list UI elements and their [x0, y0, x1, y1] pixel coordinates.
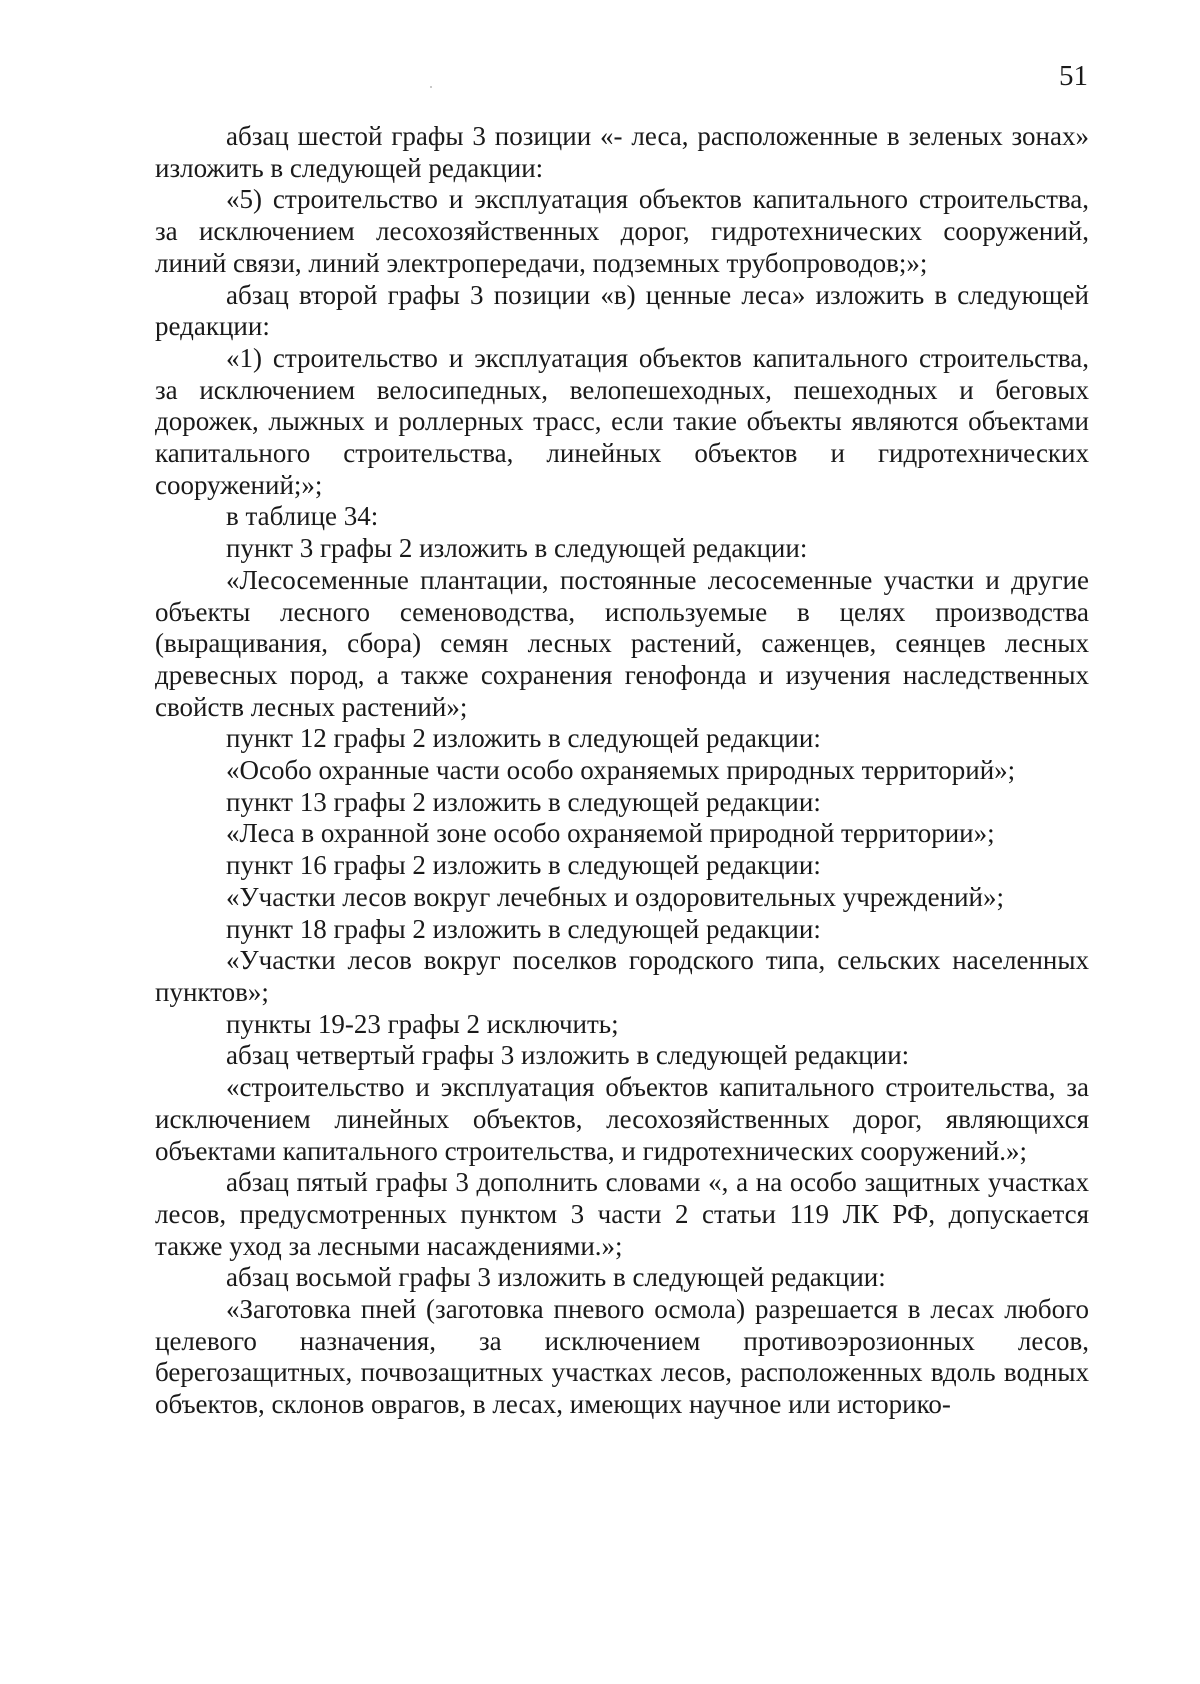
paragraph: абзац второй графы 3 позиции «в) ценные леса» изложить в следующей редакции:	[155, 279, 1089, 342]
scan-speck	[430, 86, 432, 88]
paragraph: «5) строительство и эксплуатация объектов капитального строительства, за исключением лесохозяйственных дорог, гидротехнических сооружений, линий связи, линий электропередачи, подземных трубопроводов;»;	[155, 184, 1089, 278]
paragraph: «Особо охранные части особо охраняемых природных территорий»;	[226, 755, 1016, 786]
paragraph: в таблице 34:	[226, 501, 379, 532]
paragraph: абзац пятый графы 3 дополнить словами «, а на особо защитных участках лесов, предусмотренных пунктом 3 части 2 статьи 119 ЛК РФ, допускается также уход за лесными насаждениями.»;	[155, 1167, 1089, 1261]
paragraph: пункт 12 графы 2 изложить в следующей редакции:	[226, 723, 821, 754]
paragraph: пункт 3 графы 2 изложить в следующей редакции:	[226, 533, 808, 564]
page-number: 51	[1059, 60, 1088, 92]
paragraph: «Лесосеменные плантации, постоянные лесосеменные участки и другие объекты лесного семеноводства, используемые в целях производства (выращивания, сбора) семян лесных растений, саженцев, сеянцев лесных древесных пород, а также сохранения генофонда и изучения наследственных свойств лесных растений»;	[155, 564, 1089, 722]
paragraph: «Участки лесов вокруг поселков городского типа, сельских населенных пунктов»;	[155, 945, 1089, 1007]
paragraph: пункт 16 графы 2 изложить в следующей редакции:	[226, 850, 821, 881]
paragraph: абзац восьмой графы 3 изложить в следующей редакции:	[226, 1262, 886, 1293]
paragraph: пункты 19-23 графы 2 исключить;	[226, 1008, 619, 1039]
paragraph: пункт 13 графы 2 изложить в следующей редакции:	[226, 786, 821, 817]
paragraph: «Участки лесов вокруг лечебных и оздоровительных учреждений»;	[226, 881, 1004, 912]
paragraph: «строительство и эксплуатация объектов капитального строительства, за исключением линейных объектов, лесохозяйственных дорог, являющихся объектами капитального строительства, и гидротехнических сооружений.»;	[155, 1072, 1089, 1166]
paragraph: абзац шестой графы 3 позиции «- леса, расположенные в зеленых зонах» изложить в следующей редакции:	[155, 121, 1089, 183]
paragraph: пункт 18 графы 2 изложить в следующей редакции:	[226, 913, 821, 944]
paragraph: абзац четвертый графы 3 изложить в следующей редакции:	[226, 1040, 910, 1071]
paragraph: «Леса в охранной зоне особо охраняемой природной территории»;	[226, 818, 995, 849]
paragraph: «Заготовка пней (заготовка пневого осмола) разрешается в лесах любого целевого назначения, за исключением противоэрозионных лесов, берегозащитных, почвозащитных участках лесов, расположенных вдоль водных объектов, склонов оврагов, в лесах, имеющих научное или историко-	[155, 1294, 1089, 1420]
document-body	[155, 121, 1089, 1421]
paragraph: «1) строительство и эксплуатация объектов капитального строительства, за исключением велосипедных, велопешеходных, пешеходных и беговых дорожек, лыжных и роллерных трасс, если такие объекты являются объектами капитального строительства, линейных объектов и гидротехнических сооружений;»;	[155, 342, 1089, 500]
